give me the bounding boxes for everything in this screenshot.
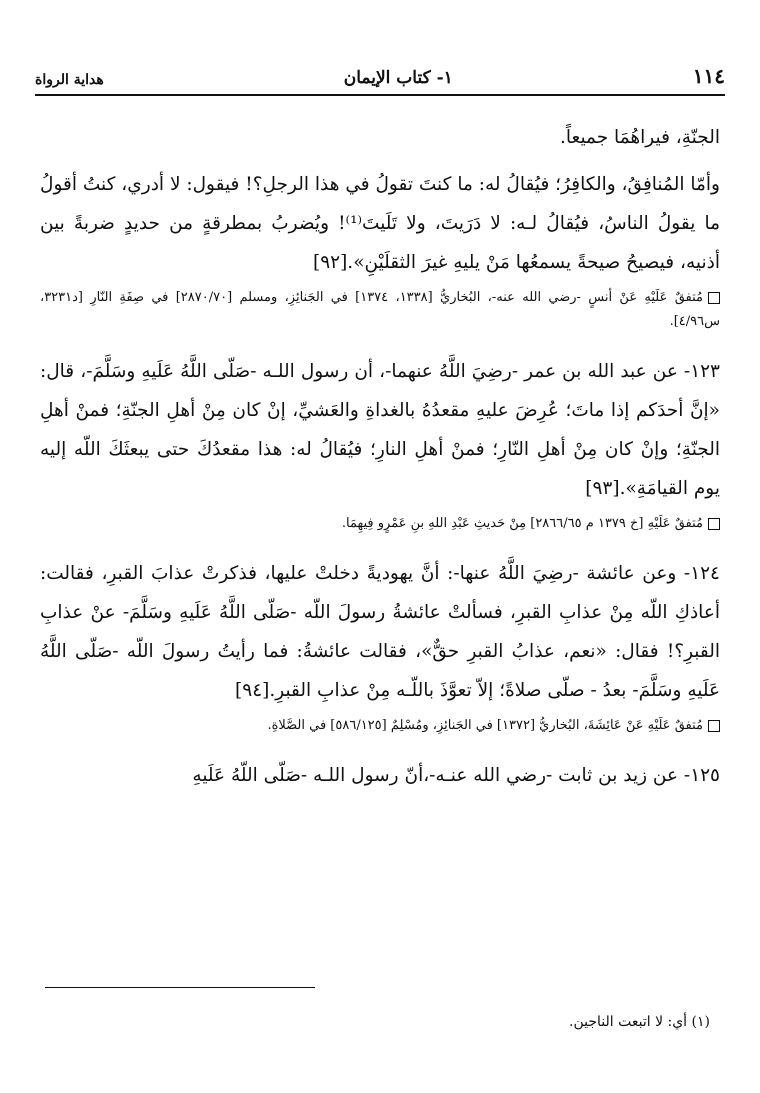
footnote: (١) أي: لا اتبعت الناجين. xyxy=(569,1014,710,1030)
hadith-123: ١٢٣- عن عبد الله بن عمر -رضِيَ اللَّهُ عنهما-، أن رسول اللـه -صَلّى اللَّهُ عَلَيهِ وسَلَّمَ-، قال: «إنَّ أحدَكم إذا ماتَ؛ عُرِضَ عليهِ مقعدُهُ بالغداةِ والعَشيِّ، إنْ كان مِنْ أهلِ الجنّةِ؛ فمنْ أهلِ الجنّةِ؛ وإنْ كان مِنْ أهلِ النّارِ؛ فمنْ أهلِ النارِ؛ فيُقالُ له: هذا مقعدُكَ حتى يبعثَكَ اللّه إليه يوم القيامَةِ».[٩٣] xyxy=(40,361,720,499)
takhrij-note-text: مُتفقٌ عَلَيْهِ عَنْ أنسٍ -رضي الله عنه-، البُخاريُّ [١٣٣٨، ١٣٧٤] في الجَنائِزِ، ومسلم [٢٨٧٠/٧٠] في صِفَةِ النّارِ [د٣٢٣١، س٤/٩٦]. xyxy=(40,290,720,329)
square-marker-icon xyxy=(708,518,720,530)
square-marker-icon xyxy=(708,292,720,304)
hadith-continuation-line: الجنّةِ، فيراهُمَا جميعاً. xyxy=(560,127,720,148)
takhrij-note xyxy=(40,714,720,738)
hadith-124: ١٢٤- وعن عائشة -رضِيَ اللَّهُ عنها-: أنَّ يهوديةً دخلتْ عليها، فذكرتْ عذابَ القبرِ، فقالت: أعاذكِ اللّه مِنْ عذابِ القبرِ، فسألتْ عائشةُ رسولَ اللّه -صَلّى اللَّهُ عَلَيهِ وسَلَّمَ- عنْ عذابِ القبرِ؟! فقال: «نعم، عذابُ القبرِ حقٌّ»، فقالت عائشةُ: فما رأيتُ رسولَ اللّه -صَلّى اللَّهُ عَلَيهِ وسَلَّمَ- بعدُ - صلّى صلاةً؛ إلاّ تعوَّذَ باللّـه مِنْ عذابِ القبرِ.[٩٤] xyxy=(40,563,720,701)
page-body xyxy=(40,118,720,795)
square-marker-icon xyxy=(708,720,720,732)
hadith-paragraph: وأمّا المُنافِقُ، والكافِرُ؛ فيُقالُ له: ما كنتَ تقولُ في هذا الرجلِ؟! فيقول: لا أدري، كنتُ أقولُ ما يقولُ الناسُ، فيُقالُ لـه: لا دَرَيتَ، ولا تَلَيتَ⁽¹⁾! ويُضربُ بمطرقةٍ من حديدٍ ضربةً بين أذنيه، فيصيحُ صيحةً يسمعُها مَنْ يليهِ غيرَ الثقلَيْنِ».[٩٢] xyxy=(40,174,721,273)
book-title: هداية الرواة xyxy=(35,72,104,88)
page-number: ١١٤ xyxy=(692,64,725,88)
page-header xyxy=(35,62,725,96)
hadith-125: ١٢٥- عن زيد بن ثابت -رضي الله عنـه-،أنّ رسول اللـه -صَلّى اللّهُ عَلَيهِ xyxy=(192,765,720,786)
chapter-title: ١- كتاب الإيمان xyxy=(343,68,453,88)
footnote-divider xyxy=(45,987,315,988)
takhrij-note-text: مُتفقٌ عَلَيْهِ عَنْ عَائِشَةَ، البُخاريُّ [١٣٧٢] في الجَنائِزِ، ومُسْلِمٌ [٥٨٦/١٢٥] في الصَّلاةِ. xyxy=(267,718,703,733)
takhrij-note xyxy=(40,512,720,536)
takhrij-note-text: مُتفقٌ عَلَيْهِ [خ ١٣٧٩ م ٢٨٦٦/٦٥] مِنْ حَديثِ عَبْدِ اللهِ بنِ عَمْرٍو فِيهِمَا. xyxy=(341,516,703,531)
takhrij-note xyxy=(40,286,720,334)
